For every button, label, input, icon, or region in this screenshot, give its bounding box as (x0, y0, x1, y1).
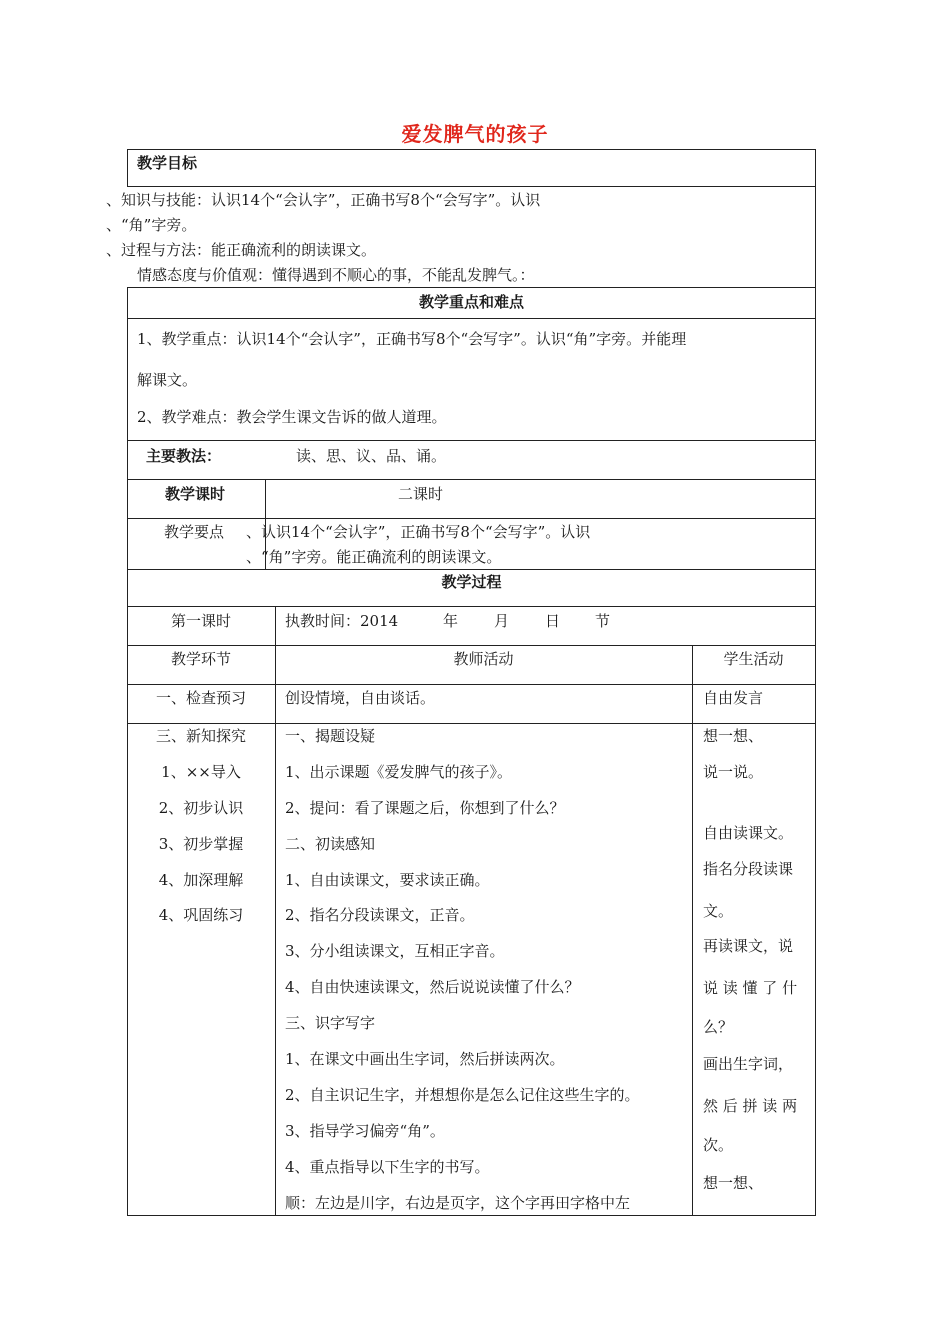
teacher-line: 3、分小组读课文，互相正字音。 (285, 942, 505, 960)
student-line: 次。 (703, 1136, 734, 1154)
periods-value: 二课时 (398, 485, 444, 503)
methods-label: 主要教法： (146, 447, 222, 465)
student-line: 画出生字词， (703, 1055, 794, 1073)
methods-value: 读、思、议、品、诵。 (296, 447, 447, 465)
time-section: 节 (595, 612, 611, 630)
objectives-line-3: 、过程与方法：能正确流利的朗读课文。 (106, 241, 377, 259)
stage-item: 三、新知探究 (155, 727, 246, 745)
col-header-teacher: 教师活动 (453, 650, 514, 668)
key-point-1-cont: 解课文。 (137, 371, 198, 389)
student-line: 指名分段读课 (703, 860, 794, 878)
teacher-line: 1、出示课题《爱发脾气的孩子》。 (285, 763, 513, 781)
student-line: 说 读 懂 了 什 (703, 979, 798, 997)
student-line: 么？ (703, 1018, 734, 1036)
teacher-line: 一、揭题设疑 (285, 727, 376, 745)
col-header-stage: 教学环节 (170, 650, 231, 668)
student-line: 自由读课文。 (703, 824, 794, 842)
objectives-line-1: 、知识与技能：认识14个“会认字”，正确书写8个“会写字”。认识 (106, 191, 541, 209)
teacher-line: 2、提问：看了课题之后，你想到了什么？ (285, 799, 565, 817)
document-title: 爱发脾气的孩子 (401, 122, 549, 146)
teacher-line: 4、自由快速读课文，然后说说读懂了什么？ (285, 978, 580, 996)
teacher-line: 2、指名分段读课文，正音。 (285, 906, 475, 924)
stage-item: 3、初步掌握 (158, 835, 244, 853)
key-point-1: 1、教学重点：认识14个“会认字”，正确书写8个“会写字”。认识“角”字旁。并能理 (137, 330, 687, 348)
process-heading: 教学过程 (441, 573, 502, 591)
teacher-line: 三、识字写字 (285, 1014, 376, 1032)
essentials-line-1: 、认识14个“会认字”，正确书写8个“会写字”。认识 (246, 523, 591, 541)
stage-item: 2、初步认识 (158, 799, 244, 817)
time-year: 年 (443, 612, 459, 630)
essentials-line-2: 、“角”字旁。能正确流利的朗读课文。 (246, 548, 502, 566)
row1-teacher: 创设情境，自由谈话。 (285, 689, 436, 707)
periods-label: 教学课时 (165, 485, 226, 503)
row1-student: 自由发言 (703, 689, 764, 707)
teacher-line: 4、重点指导以下生字的书写。 (285, 1158, 490, 1176)
teacher-line: 1、在课文中画出生字词，然后拼读两次。 (285, 1050, 565, 1068)
teacher-line: 顺：左边是川字，右边是页字，这个字再田字格中左 (285, 1194, 631, 1212)
time-month: 月 (494, 612, 510, 630)
key-points-heading: 教学重点和难点 (418, 293, 524, 311)
student-line: 文。 (703, 902, 734, 920)
stage-item: 4、巩固练习 (158, 906, 244, 924)
student-line: 想一想、 (703, 727, 764, 745)
student-line: 说一说。 (703, 763, 764, 781)
time-label: 执教时间：2014 (285, 612, 399, 630)
teacher-line: 2、自主识记生字，并想想你是怎么记住这些生字的。 (285, 1086, 640, 1104)
lesson-label: 第一课时 (170, 612, 231, 630)
teacher-line: 1、自由读课文，要求读正确。 (285, 871, 490, 889)
teacher-line: 3、指导学习偏旁“角”。 (285, 1122, 445, 1140)
row1-stage: 一、检查预习 (155, 689, 246, 707)
objectives-heading: 教学目标 (137, 154, 198, 172)
teacher-line: 二、初读感知 (285, 835, 376, 853)
student-line: 然 后 拼 读 两 (703, 1097, 798, 1115)
key-point-2: 2、教学难点：教会学生课文告诉的做人道理。 (137, 408, 447, 426)
objectives-line-2: 、“角”字旁。 (106, 216, 197, 234)
stage-item: 1、××导入 (161, 763, 241, 781)
student-line: 想一想、 (703, 1174, 764, 1192)
objectives-line-4: 情感态度与价值观：懂得遇到不顺心的事，不能乱发脾气。： (137, 266, 535, 284)
time-day: 日 (545, 612, 561, 630)
stage-item: 4、加深理解 (158, 871, 244, 889)
student-line: 再读课文，说 (703, 937, 794, 955)
col-header-student: 学生活动 (723, 650, 784, 668)
essentials-label: 教学要点 (164, 523, 225, 541)
